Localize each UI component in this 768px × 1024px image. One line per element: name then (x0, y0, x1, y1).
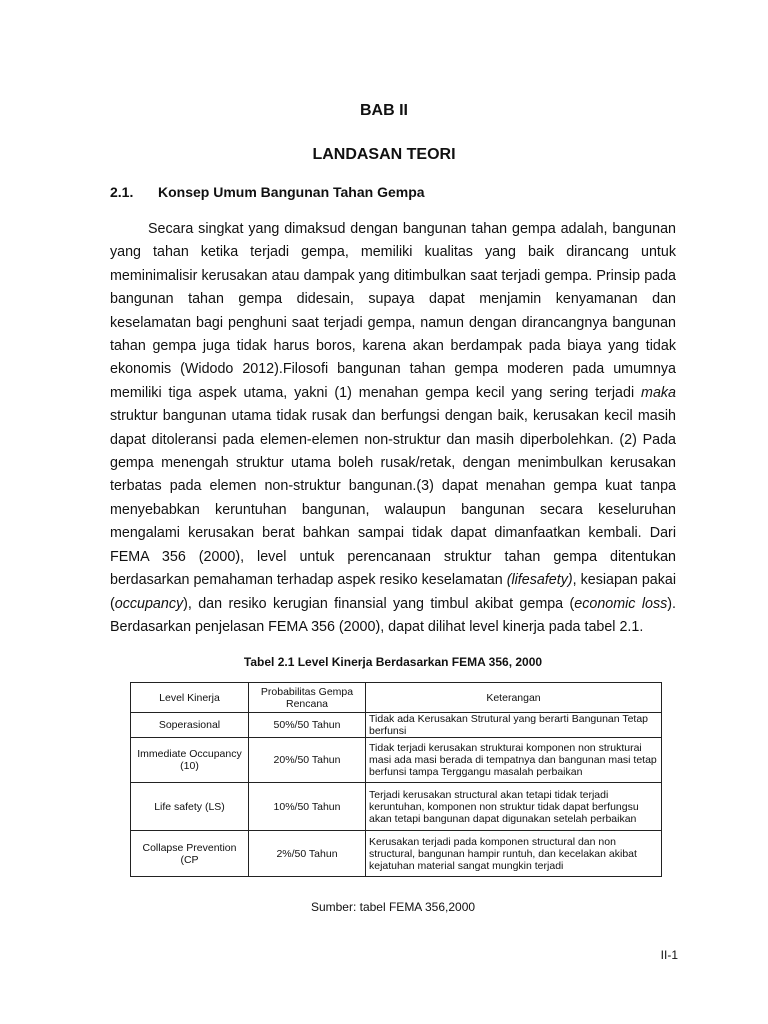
cell-probability: 10%/50 Tahun (249, 783, 366, 831)
body-paragraph (110, 218, 676, 639)
table-row (131, 831, 662, 877)
cell-description: Tidak terjadi kerusakan strukturai komponen non strukturai masi ada masi berada di tempatnya dan bangunan masi tetap berfunsi tampa Terggangu masalah perbaikan (366, 738, 662, 783)
cell-description: Terjadi kerusakan structural akan tetapi tidak terjadi keruntuhan, komponen non struktur tidak dapat berfungsu akan tetapi bangunan dapat digunakan setelah perbaikan (366, 783, 662, 831)
cell-description: Tidak ada Kerusakan Strutural yang berarti Bangunan Tetap berfunsi (366, 713, 662, 738)
header-probability: Probabilitas Gempa Rencana (249, 683, 366, 713)
paragraph-text-4: ), dan resiko kerugian finansial yang timbul akibat gempa ( (183, 595, 575, 612)
paragraph-italic-3: occupancy (114, 595, 184, 612)
header-level: Level Kinerja (131, 683, 249, 713)
paragraph-italic-2: (lifesafety) (506, 572, 573, 589)
paragraph-text-3: , kesiapan pakai ( (110, 572, 677, 612)
section-title: Konsep Umum Bangunan Tahan Gempa (158, 184, 425, 200)
paragraph-italic-4: economic loss (574, 595, 668, 612)
header-description: Keterangan (366, 683, 662, 713)
cell-level: Life safety (LS) (131, 783, 249, 831)
table-row (131, 713, 662, 738)
paragraph-text-2: struktur bangunan utama tidak rusak dan berfungsi dengan baik, kerusakan kecil masih dapat ditoleransi pada elemen-elemen non-struktur dan masih diperbolehkan. (2) Pada gempa menengah struktur utama boleh rusak/retak, dengan menimbulkan kerusakan terbatas pada elemen non-struktur bangunan.(3) dapat menahan gempa kuat tanpa menyebabkan keruntuhan bangunan, walaupun bangunan secara keseluruhan mengalami kerusakan berat bahkan sampai tidak dapat dimanfaatkan kembali. Dari FEMA 356 (2000), level untuk perencanaan struktur tahan gempa ditentukan berdasarkan pemahaman terhadap aspek resiko keselamatan (110, 408, 676, 589)
chapter-label: BAB II (360, 102, 408, 119)
section-number: 2.1. (110, 184, 134, 200)
paragraph-italic-1: maka (641, 384, 676, 401)
table-row (131, 738, 662, 783)
cell-description: Kerusakan terjadi pada komponen structural dan non structural, bangunan hampir runtuh, dan kecelakan akibat kejatuhan material sangat mungkin terjadi (366, 831, 662, 877)
table-caption: Tabel 2.1 Level Kinerja Berdasarkan FEMA 356, 2000 (243, 655, 543, 669)
table-header-row (131, 683, 662, 713)
performance-level-table (130, 682, 662, 877)
paragraph-text-1: Secara singkat yang dimaksud dengan bangunan tahan gempa adalah, bangunan yang tahan ketika terjadi gempa, memiliki kualitas yang baik dirancang untuk meminimalisir kerusakan atau dampak yang ditimbulkan saat terjadi gempa. Prinsip pada bangunan tahan gempa didesain, supaya dapat menjamin kenyamanan dan keselamatan bagi penghuni saat terjadi gempa, namun dengan dirancangnya bangunan tahan gempa juga tidak harus boros, karena akan berdampak pada biaya yang tidak ekonomis (Widodo 2012).Filosofi bangunan tahan gempa moderen pada umumnya memiliki tiga aspek utama, yakni (1) menahan gempa kecil yang sering terjadi (110, 221, 676, 401)
table-source: Sumber: tabel FEMA 356,2000 (310, 900, 476, 914)
page-number: II-1 (660, 948, 678, 962)
section-heading (110, 184, 425, 200)
cell-probability: 20%/50 Tahun (249, 738, 366, 783)
cell-level: Immediate Occupancy (10) (131, 738, 249, 783)
paragraph-text-5: ). Berdasarkan penjelasan FEMA 356 (2000), dapat dilihat level kinerja pada tabel 2.1. (110, 595, 676, 635)
table-row (131, 783, 662, 831)
chapter-title: LANDASAN TEORI (312, 146, 456, 163)
cell-probability: 50%/50 Tahun (249, 713, 366, 738)
cell-level: Collapse Prevention (CP (131, 831, 249, 877)
cell-probability: 2%/50 Tahun (249, 831, 366, 877)
cell-level: Soperasional (131, 713, 249, 738)
